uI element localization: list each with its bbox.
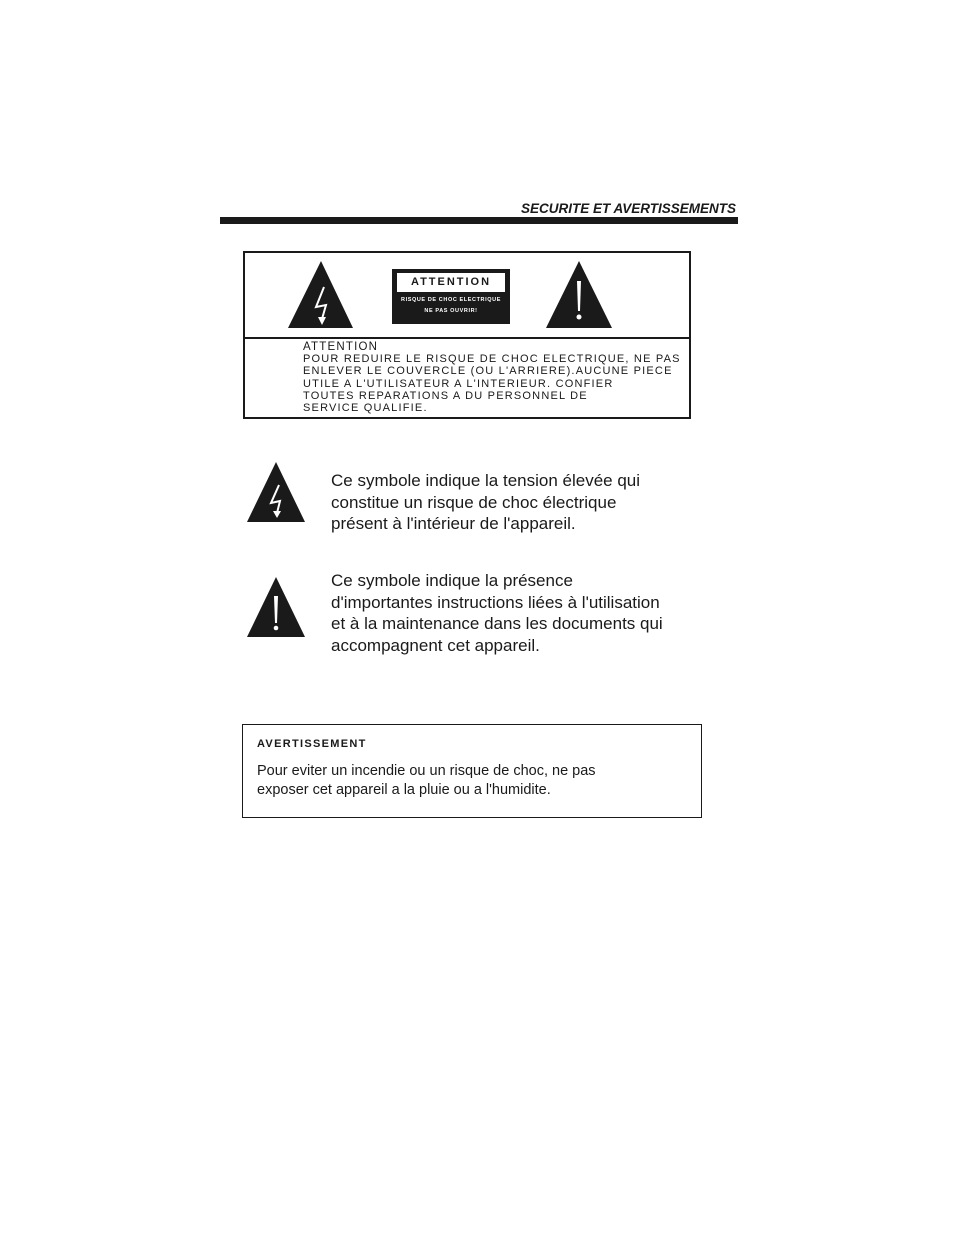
lightning-triangle-icon bbox=[287, 259, 355, 329]
exclamation-triangle-icon bbox=[545, 259, 613, 329]
text-line: Ce symbole indique la présence bbox=[331, 571, 573, 590]
caution-line: ENLEVER LE COUVERCLE (OU L'ARRIERE).AUCUNE PIECE bbox=[303, 365, 673, 378]
text-line: accompagnent cet appareil. bbox=[331, 635, 540, 655]
text-line: Pour eviter un incendie ou un risque de choc, ne pas bbox=[257, 763, 596, 779]
text-line: présent à l'intérieur de l'appareil. bbox=[331, 514, 576, 533]
warning-heading: AVERTISSEMENT bbox=[257, 738, 367, 750]
section-title: SECURITE ET AVERTISSEMENTS bbox=[520, 201, 736, 216]
caution-line: UTILE A L'UTILISATEUR A L'INTERIEUR. CONFIER bbox=[303, 377, 614, 390]
label-line: NE PAS OUVRIR! bbox=[424, 308, 478, 314]
caution-line: POUR REDUIRE LE RISQUE DE CHOC ELECTRIQUE, NE PAS bbox=[303, 353, 681, 366]
caution-text bbox=[303, 341, 681, 414]
warning-text bbox=[257, 762, 596, 800]
text-line: et à la maintenance dans les documents qui bbox=[331, 614, 663, 633]
label-line: RISQUE DE CHOC ELECTRIQUE bbox=[401, 297, 501, 303]
header-rule bbox=[220, 217, 738, 224]
lightning-triangle-icon bbox=[246, 461, 306, 523]
symbol-description bbox=[331, 470, 640, 535]
divider bbox=[245, 337, 689, 339]
caution-heading: ATTENTION bbox=[303, 341, 379, 353]
caution-line: TOUTES REPARATIONS A DU PERSONNEL DE bbox=[303, 389, 588, 402]
exclamation-triangle-icon bbox=[246, 576, 306, 638]
caution-label bbox=[392, 269, 510, 324]
text-line: Ce symbole indique la tension élevée qui bbox=[331, 471, 641, 490]
symbol-description bbox=[331, 570, 663, 656]
text-line: d'importantes instructions liées à l'utilisation bbox=[331, 592, 660, 612]
caution-line: SERVICE QUALIFIE. bbox=[303, 402, 428, 415]
label-title: ATTENTION bbox=[397, 273, 505, 292]
text-line: exposer cet appareil a la pluie ou a l'humidite. bbox=[257, 782, 551, 798]
text-line: constitue un risque de choc électrique bbox=[331, 492, 617, 512]
caution-box bbox=[243, 251, 691, 419]
warning-box bbox=[242, 724, 702, 818]
